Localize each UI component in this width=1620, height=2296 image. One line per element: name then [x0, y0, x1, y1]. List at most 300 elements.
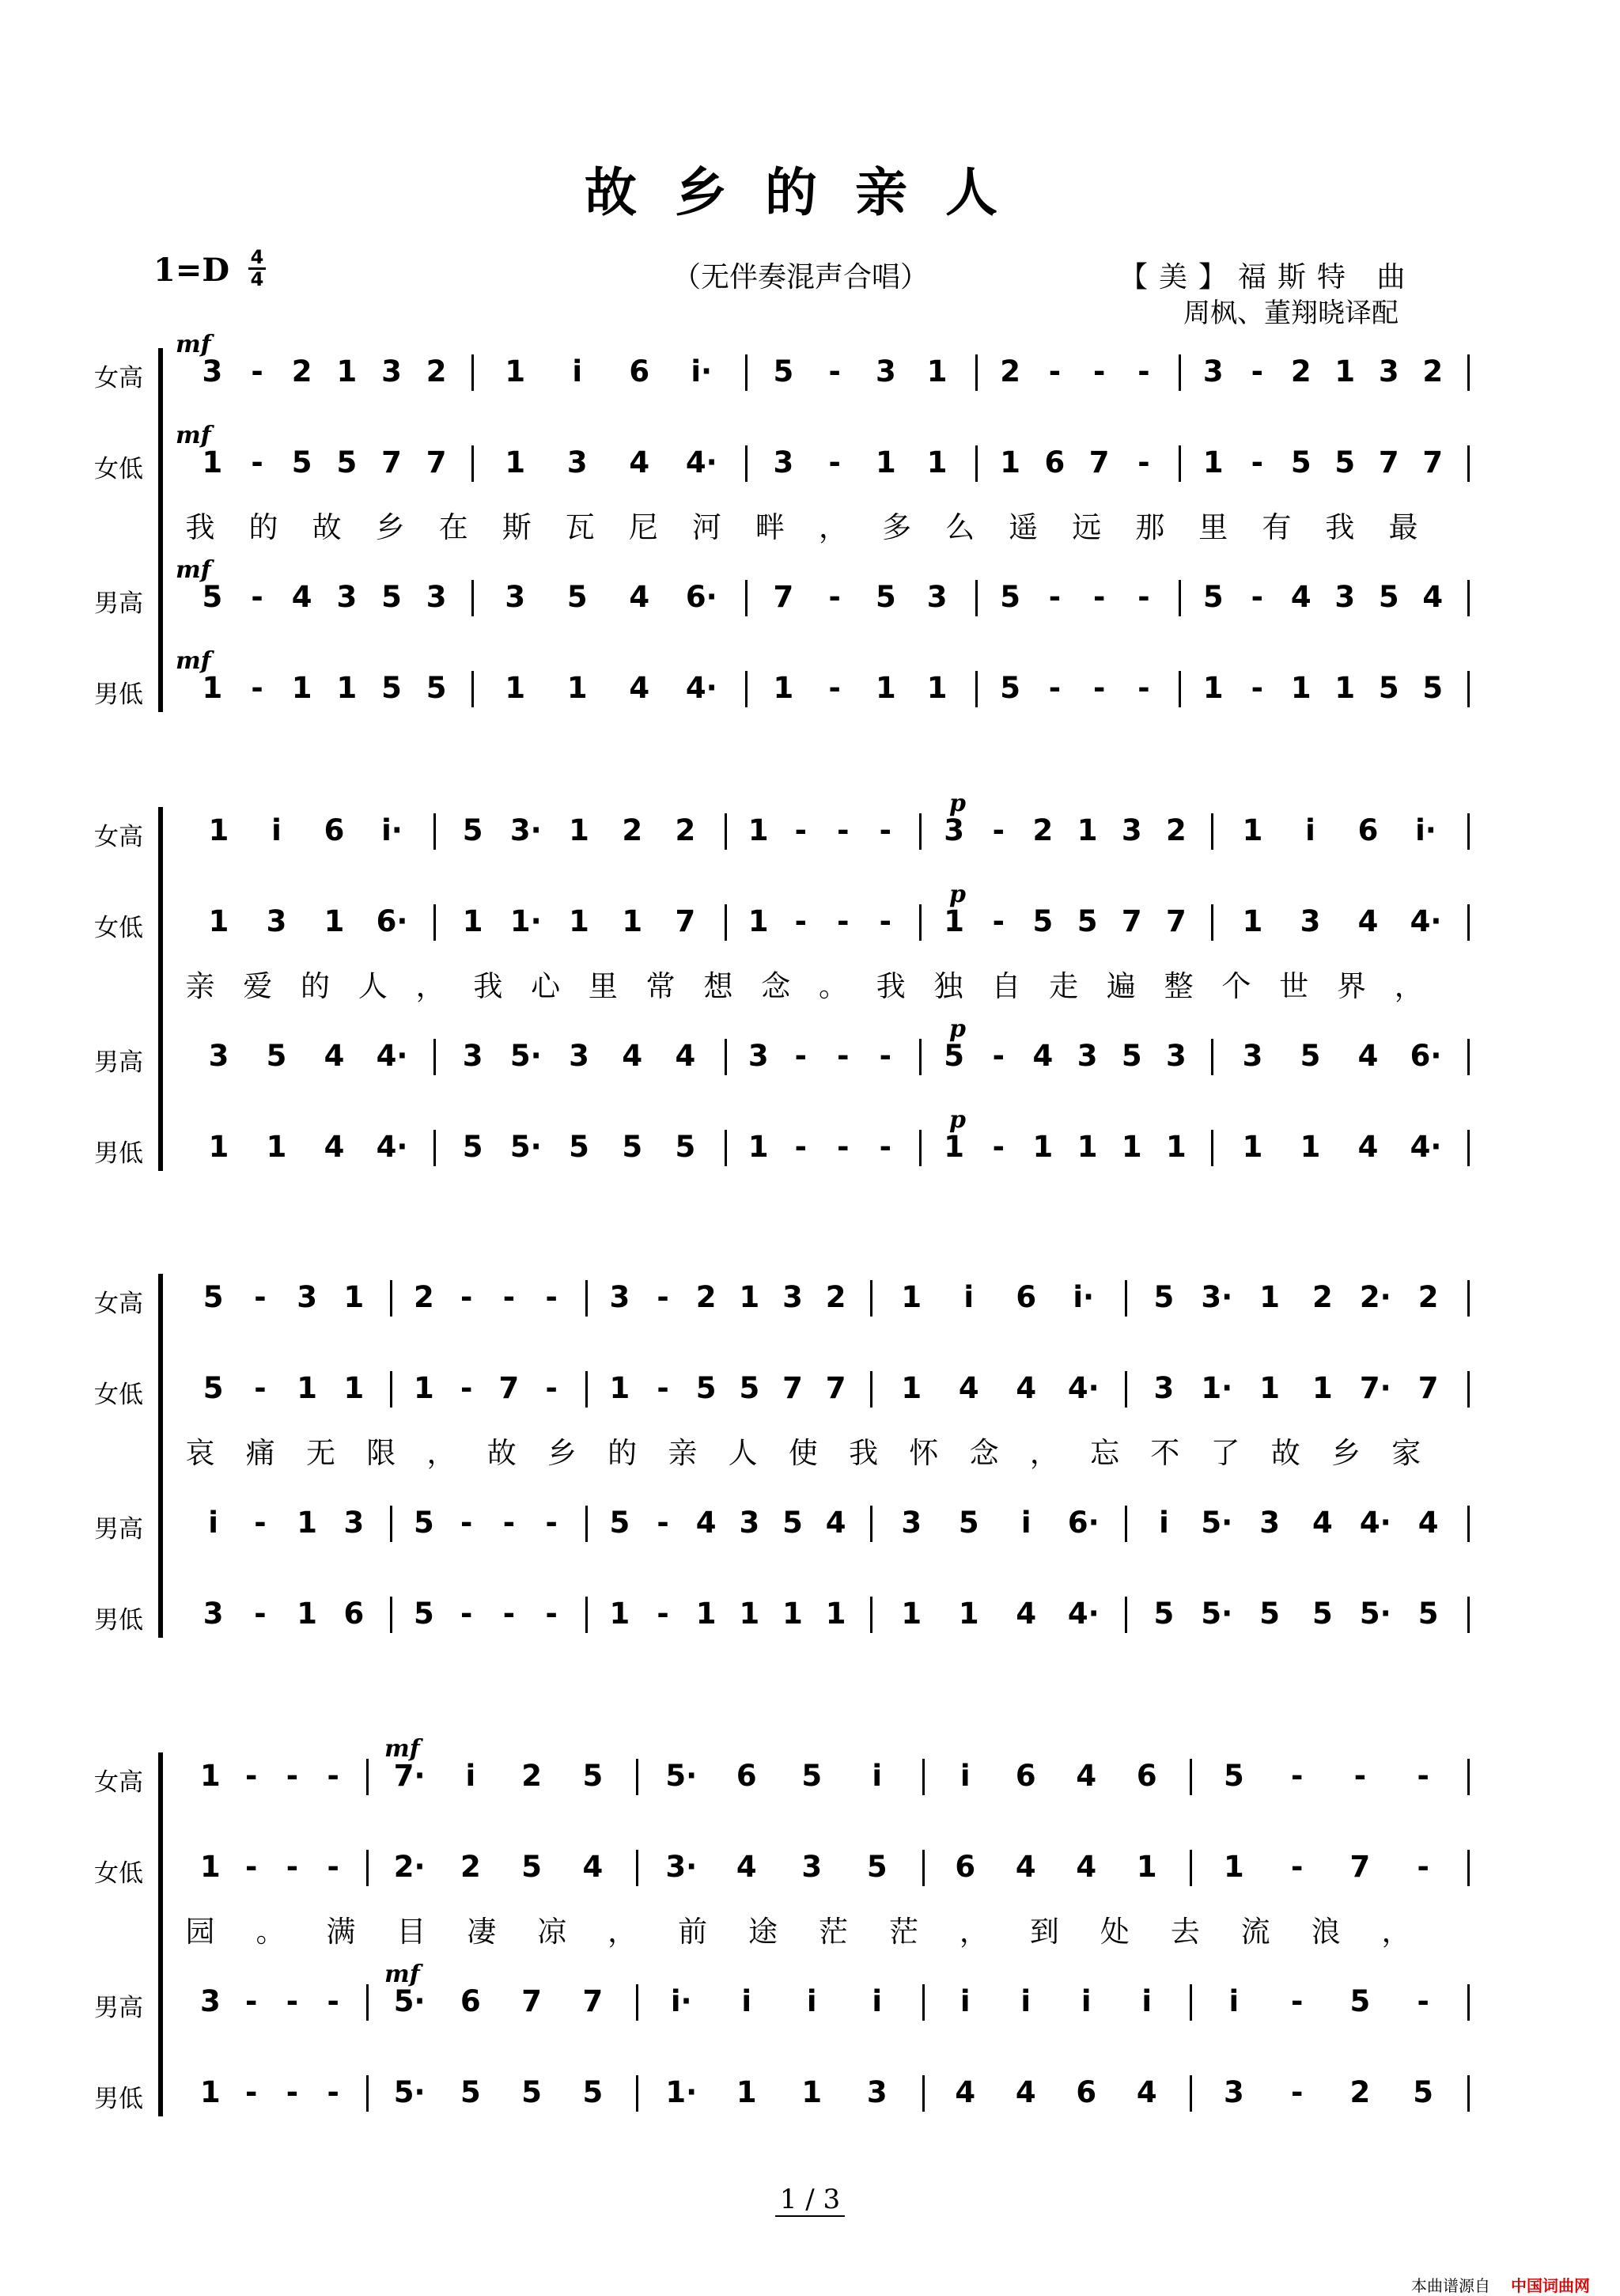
- note: 3: [782, 1280, 803, 1314]
- lyric-char: 我: [876, 969, 906, 1003]
- note: -: [244, 1850, 258, 1884]
- note: -: [879, 813, 891, 847]
- note: -: [1137, 671, 1150, 705]
- note: 1: [958, 1597, 979, 1631]
- barline: [1467, 580, 1470, 616]
- note: i: [208, 1506, 218, 1540]
- lyric-char: 忘: [1090, 1436, 1120, 1470]
- barline: [919, 1039, 922, 1075]
- lyric-char: 爱: [243, 969, 273, 1003]
- note: -: [545, 1597, 558, 1631]
- note: 3: [297, 1280, 317, 1314]
- note: -: [828, 671, 841, 705]
- note: 2: [460, 1850, 481, 1884]
- barline: [390, 1280, 392, 1317]
- note: -: [460, 1506, 473, 1540]
- note: 4: [629, 671, 650, 705]
- barline: [745, 580, 748, 616]
- lyric-char: 故: [486, 1436, 517, 1470]
- dynamic-mark: p: [949, 790, 966, 817]
- barline: [471, 445, 474, 482]
- lyric-char: 念: [969, 1436, 999, 1470]
- barline: [919, 1130, 922, 1166]
- note: 3: [1153, 1371, 1175, 1405]
- barline: [975, 354, 978, 391]
- note: 1: [569, 813, 589, 847]
- note: -: [460, 1280, 473, 1314]
- note: 1: [1300, 1130, 1321, 1164]
- note: 7: [1418, 1371, 1439, 1405]
- note: 1: [297, 1597, 317, 1631]
- note: 1: [343, 1280, 365, 1314]
- note: -: [794, 1039, 807, 1073]
- barline: [1125, 1597, 1127, 1633]
- barline: [1467, 1850, 1470, 1886]
- note: -: [837, 904, 850, 938]
- note: -: [286, 1984, 299, 2018]
- note: 2: [291, 354, 312, 388]
- note: 1: [414, 1371, 434, 1405]
- barline: [636, 1850, 638, 1886]
- note: -: [1092, 580, 1106, 614]
- note: -: [1353, 1759, 1367, 1793]
- note: 5: [1422, 671, 1444, 705]
- note: -: [1048, 580, 1062, 614]
- note: 1: [1334, 354, 1356, 388]
- note: 5·: [1201, 1506, 1233, 1540]
- note: 1: [1136, 1850, 1157, 1884]
- lyric-char: 处: [1100, 1915, 1130, 1949]
- dynamic-mark: mf: [384, 1735, 420, 1763]
- note: 5: [566, 580, 588, 614]
- note: 5: [291, 445, 312, 479]
- note: 3: [926, 580, 948, 614]
- note: 4·: [1410, 904, 1442, 938]
- note: 6·: [1067, 1506, 1100, 1540]
- note: 6: [1357, 813, 1379, 847]
- note: 3: [462, 1039, 483, 1073]
- barline: [725, 813, 727, 850]
- note: 1: [609, 1371, 630, 1405]
- note: i: [741, 1984, 752, 2018]
- note: 4: [1016, 1371, 1037, 1405]
- note: 6·: [376, 904, 408, 938]
- note: -: [794, 1130, 807, 1164]
- note: 4: [825, 1506, 846, 1540]
- note: 1: [901, 1371, 922, 1405]
- lyric-char: 的: [301, 969, 331, 1003]
- note: 1: [324, 904, 345, 938]
- lyric-char: 亲: [668, 1436, 698, 1470]
- note: 4: [736, 1850, 757, 1884]
- note: 3: [1378, 354, 1399, 388]
- note: 1: [462, 904, 483, 938]
- note: 2: [521, 1759, 542, 1793]
- note: 2: [1312, 1280, 1333, 1314]
- note: 4: [324, 1039, 345, 1073]
- lyric-char: 里: [1198, 510, 1228, 544]
- composer-credit: 【美】福斯特 曲: [1119, 261, 1417, 294]
- note: -: [1290, 2075, 1304, 2109]
- note: 7: [675, 904, 696, 938]
- lyric-char: 前: [678, 1915, 708, 1949]
- note: -: [286, 1759, 299, 1793]
- barline: [471, 671, 474, 707]
- barline: [1467, 1597, 1470, 1633]
- note: 7: [1088, 445, 1110, 479]
- dynamic-mark: mf: [176, 422, 211, 449]
- lyric-char: 亲: [185, 969, 215, 1003]
- note: 1: [926, 445, 948, 479]
- note: 5: [569, 1130, 589, 1164]
- barline: [975, 671, 978, 707]
- note: 5: [336, 445, 358, 479]
- lyric-char: 我: [849, 1436, 879, 1470]
- note: 6: [343, 1597, 365, 1631]
- note: 7: [825, 1371, 846, 1405]
- note: 4: [1015, 1850, 1036, 1884]
- barline: [1467, 1039, 1470, 1075]
- barline: [471, 354, 474, 391]
- note: 1: [208, 1130, 229, 1164]
- lyric-char: 限: [366, 1436, 396, 1470]
- note: 3·: [509, 813, 542, 847]
- note: -: [1048, 671, 1062, 705]
- lyric-char: 多: [882, 510, 912, 544]
- note: 5: [695, 1371, 717, 1405]
- lyric-char: 人: [728, 1436, 758, 1470]
- barline: [1211, 813, 1213, 850]
- barline: [1190, 1759, 1192, 1795]
- note: 5: [1418, 1597, 1439, 1631]
- note: -: [502, 1597, 516, 1631]
- note: -: [1092, 354, 1106, 388]
- note: -: [327, 1759, 339, 1793]
- note: -: [657, 1506, 669, 1540]
- lyric-char: 到: [1029, 1915, 1059, 1949]
- note: 1: [695, 1597, 717, 1631]
- barline: [870, 1280, 872, 1317]
- note: 3: [866, 2075, 888, 2109]
- note: 5: [876, 580, 896, 614]
- system-brace: [158, 1274, 163, 1638]
- note: 1: [1259, 1280, 1280, 1314]
- note: 3: [1242, 1039, 1263, 1073]
- note: i·: [691, 354, 713, 388]
- barline: [725, 1130, 727, 1166]
- note: 1: [1242, 813, 1263, 847]
- lyric-char: 不: [1150, 1436, 1180, 1470]
- note: -: [657, 1280, 669, 1314]
- note: 5: [582, 2075, 604, 2109]
- note: -: [254, 1597, 267, 1631]
- note: 3: [773, 445, 794, 479]
- note: 5: [1121, 1039, 1142, 1073]
- note: i: [806, 1984, 817, 2018]
- note: 1: [609, 1597, 630, 1631]
- note: 4: [675, 1039, 696, 1073]
- note: 3: [336, 580, 358, 614]
- note: 3: [569, 1039, 589, 1073]
- note: 1: [801, 2075, 823, 2109]
- barline: [1211, 1039, 1213, 1075]
- note: -: [327, 2075, 339, 2109]
- barline: [433, 1130, 436, 1166]
- note: 2: [426, 354, 447, 388]
- barline: [1179, 445, 1181, 482]
- lyric-char: 满: [326, 1915, 356, 1949]
- lyric-char: 使: [788, 1436, 818, 1470]
- system-brace: [158, 348, 163, 712]
- note: 2: [825, 1280, 846, 1314]
- system-brace: [158, 807, 163, 1171]
- barline: [1179, 354, 1181, 391]
- barline: [1190, 1850, 1192, 1886]
- lyric-char: 乡: [547, 1436, 577, 1470]
- note: 1: [944, 1130, 964, 1164]
- note: 5: [1153, 1597, 1175, 1631]
- note: -: [837, 813, 850, 847]
- note: i·: [1415, 813, 1436, 847]
- note: 7: [498, 1371, 520, 1405]
- barline: [1467, 2075, 1470, 2112]
- barline: [745, 671, 748, 707]
- note: 1: [622, 904, 643, 938]
- lyric-char: 常: [645, 969, 676, 1003]
- barline: [1467, 1984, 1470, 2021]
- note: 1·: [665, 2075, 698, 2109]
- note: 1: [505, 354, 526, 388]
- arranger-credit: 周枫、董翔晓译配: [1183, 297, 1399, 329]
- lyric-char: 河: [691, 510, 721, 544]
- barline: [975, 580, 978, 616]
- note: -: [286, 2075, 299, 2109]
- note: 5·: [393, 1984, 426, 2018]
- note: 6: [629, 354, 650, 388]
- note: 1: [1224, 1850, 1244, 1884]
- note: 1: [773, 671, 794, 705]
- voice-label: 女低: [94, 914, 143, 942]
- note: -: [657, 1371, 669, 1405]
- lyric-char: 想: [703, 969, 733, 1003]
- note: 1: [202, 671, 223, 705]
- barline: [1467, 1280, 1470, 1317]
- note: 4: [1076, 1850, 1097, 1884]
- note: 1: [1077, 1130, 1098, 1164]
- note: 3: [1077, 1039, 1098, 1073]
- lyric-char: 最: [1388, 510, 1418, 544]
- voice-label: 女高: [94, 364, 143, 392]
- lyric-char: ，: [959, 1915, 989, 1949]
- note: -: [251, 671, 263, 705]
- dynamic-mark: mf: [176, 647, 211, 675]
- note: 7: [521, 1984, 542, 2018]
- barline: [390, 1506, 392, 1542]
- note: 4: [1076, 1759, 1097, 1793]
- note: 5: [773, 354, 794, 388]
- note: 2: [1349, 2075, 1371, 2109]
- note: 7: [1121, 904, 1142, 938]
- note: i: [960, 1759, 971, 1793]
- note: -: [251, 580, 263, 614]
- note: 5: [1202, 580, 1224, 614]
- lyric-char: 斯: [502, 510, 532, 544]
- lyric-char: 目: [396, 1915, 426, 1949]
- note: -: [1137, 445, 1150, 479]
- note: 5·: [393, 2075, 426, 2109]
- note: 1: [343, 1371, 365, 1405]
- lyric-char: 故: [1270, 1436, 1300, 1470]
- note: -: [837, 1130, 850, 1164]
- note: 1: [505, 671, 526, 705]
- note: 3: [1334, 580, 1356, 614]
- note: -: [1417, 1759, 1429, 1793]
- note: 4: [629, 445, 650, 479]
- note: 3: [1259, 1506, 1280, 1540]
- note: 5: [381, 671, 402, 705]
- note: 3·: [1201, 1280, 1233, 1314]
- lyric-char: 了: [1210, 1436, 1240, 1470]
- lyric-char: 遥: [1009, 510, 1039, 544]
- note: -: [1290, 1759, 1304, 1793]
- note: 6: [1044, 445, 1065, 479]
- note: -: [1417, 1984, 1429, 2018]
- note: 5: [1153, 1280, 1175, 1314]
- note: 5: [1224, 1759, 1244, 1793]
- barline: [433, 904, 436, 941]
- note: 1: [336, 671, 358, 705]
- note: 3: [901, 1506, 922, 1540]
- note: 5: [582, 1759, 604, 1793]
- barline: [390, 1597, 392, 1633]
- note: 5: [958, 1506, 979, 1540]
- lyric-char: ，: [415, 969, 445, 1003]
- note: 2: [1032, 813, 1054, 847]
- note: 5: [462, 1130, 483, 1164]
- lyric-char: 园: [185, 1915, 215, 1949]
- note: 1: [825, 1597, 846, 1631]
- note: 4·: [1410, 1130, 1442, 1164]
- note: -: [244, 1984, 258, 2018]
- note: 1: [1000, 445, 1020, 479]
- lyric-char: 乡: [1331, 1436, 1361, 1470]
- note: -: [254, 1506, 267, 1540]
- note: 1: [208, 813, 229, 847]
- lyric-char: 痛: [245, 1436, 275, 1470]
- barline: [636, 2075, 638, 2112]
- time-signature: [248, 248, 266, 289]
- barline: [1211, 904, 1213, 941]
- subtitle: （无伴奏混声合唱）: [672, 261, 929, 294]
- note: 2: [622, 813, 643, 847]
- lyric-char: 自: [991, 969, 1021, 1003]
- note: 5: [202, 580, 223, 614]
- note: 6·: [1410, 1039, 1442, 1073]
- lyric-char: 里: [588, 969, 618, 1003]
- note: 5: [1000, 580, 1020, 614]
- note: -: [251, 354, 263, 388]
- note: 3: [748, 1039, 769, 1073]
- note: -: [794, 904, 807, 938]
- note: -: [1048, 354, 1062, 388]
- lyric-char: 流: [1240, 1915, 1270, 1949]
- time-signature-bottom: 4: [250, 268, 264, 290]
- note: 4: [622, 1039, 643, 1073]
- note: -: [502, 1280, 516, 1314]
- note: 4: [1290, 580, 1312, 614]
- note: 5: [460, 2075, 481, 2109]
- note: 6: [955, 1850, 976, 1884]
- voice-label: 男高: [94, 1994, 143, 2022]
- barline: [585, 1280, 588, 1317]
- note: 5: [1378, 671, 1399, 705]
- barline: [636, 1984, 638, 2021]
- note: 7: [426, 445, 447, 479]
- note: 1: [297, 1371, 317, 1405]
- note: i: [271, 813, 282, 847]
- note: 1: [1166, 1130, 1187, 1164]
- note: 5: [266, 1039, 287, 1073]
- note: i: [1020, 1984, 1031, 2018]
- note: 3: [343, 1506, 365, 1540]
- dynamic-mark: mf: [176, 331, 211, 358]
- note: 3: [801, 1850, 823, 1884]
- note: i: [872, 1984, 883, 2018]
- barline: [725, 904, 727, 941]
- lyric-char: 的: [608, 1436, 638, 1470]
- note: 1: [297, 1506, 317, 1540]
- lyric-char: 远: [1072, 510, 1102, 544]
- note: 4: [1357, 1130, 1379, 1164]
- note: 7: [1422, 445, 1444, 479]
- barline: [745, 354, 748, 391]
- lyric-char: 我: [1325, 510, 1355, 544]
- note: 3: [505, 580, 526, 614]
- barline: [1125, 1506, 1127, 1542]
- note: -: [545, 1506, 558, 1540]
- note: 2: [1290, 354, 1312, 388]
- note: 4: [1015, 2075, 1036, 2109]
- note: 5: [1077, 904, 1098, 938]
- note: -: [657, 1597, 669, 1631]
- note: i·: [1073, 1280, 1095, 1314]
- lyric-char: 整: [1164, 969, 1194, 1003]
- barline: [870, 1506, 872, 1542]
- page-number-text: 1 / 3: [775, 2184, 845, 2217]
- note: 5: [1000, 671, 1020, 705]
- note: 4: [291, 580, 312, 614]
- lyric-char: 浪: [1311, 1915, 1341, 1949]
- watermark-source: 本曲谱源自: [1411, 2276, 1490, 2295]
- barline: [919, 813, 922, 850]
- note: 5: [1300, 1039, 1321, 1073]
- barline: [1467, 1506, 1470, 1542]
- note: 3: [1202, 354, 1224, 388]
- note: 3: [208, 1039, 229, 1073]
- voice-label: 女低: [94, 1859, 143, 1888]
- note: 2: [414, 1280, 434, 1314]
- note: -: [879, 1130, 891, 1164]
- note: 1·: [1201, 1371, 1233, 1405]
- note: 5: [801, 1759, 823, 1793]
- dynamic-mark: mf: [384, 1961, 420, 1988]
- lyric-char: ，: [426, 1436, 456, 1470]
- note: -: [992, 1130, 1005, 1164]
- note: 5: [462, 813, 483, 847]
- note: 4·: [1067, 1597, 1100, 1631]
- note: 1: [569, 904, 589, 938]
- note: 6: [460, 1984, 481, 2018]
